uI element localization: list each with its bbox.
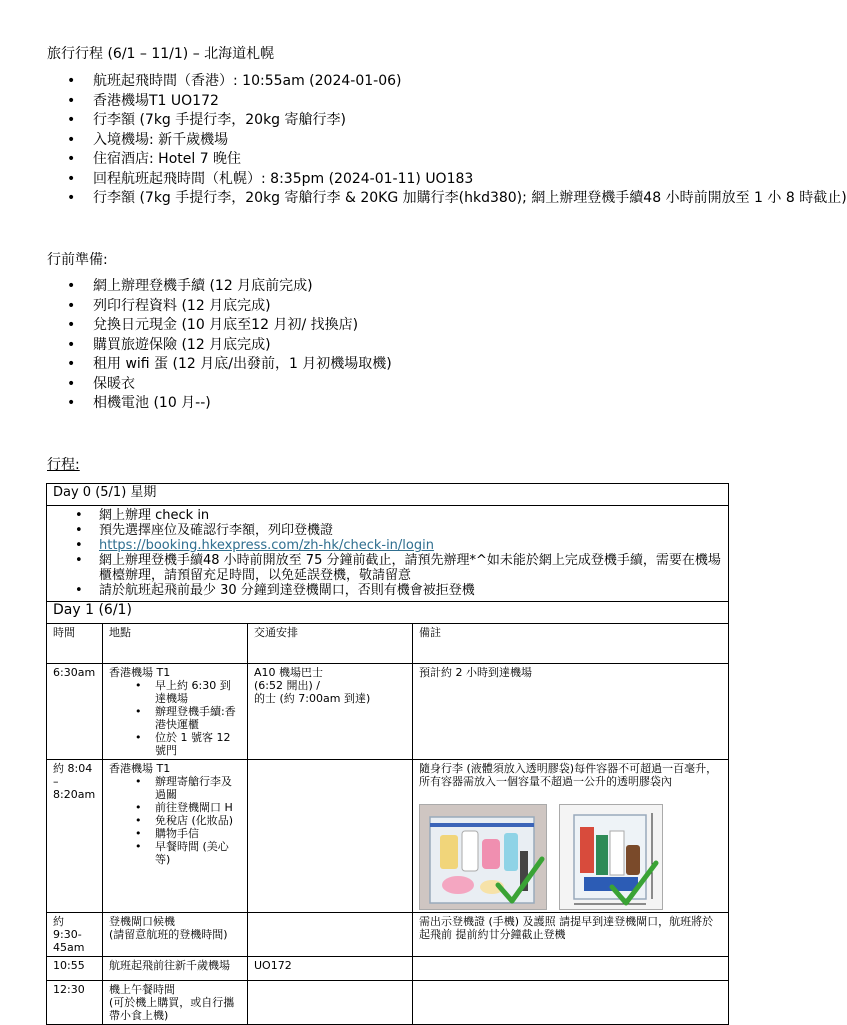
row-time: 約 8:04 – 8:20am — [47, 760, 103, 913]
list-item — [53, 538, 722, 553]
col-header-place: 地點 — [103, 624, 248, 664]
list-item: • 入境機場: 新千歲機場 — [47, 131, 847, 151]
day0-header: Day 0 (5/1) 星期 — [47, 484, 729, 506]
row-note: 需出示登機證 (手機) 及護照 請提早到達登機閘口，航班將於起飛前 提前約廿分鐘截止登機 — [413, 913, 729, 957]
place-sub: (請留意航班的登機時間) — [109, 928, 228, 941]
row-time: 約 9:30-45am — [47, 913, 103, 957]
row-place — [103, 664, 248, 760]
place-sub: (可於機上購買，或自行攜帶小食上機) — [109, 996, 235, 1022]
col-header-note: 備註 — [413, 624, 729, 664]
list-item: • 行李額 (7kg 手提行李，20kg 寄艙行李) — [47, 111, 847, 131]
day1-header: Day 1 (6/1) — [47, 602, 729, 624]
row-transport — [248, 981, 413, 1025]
list-item: • 保暖衣 — [47, 375, 392, 395]
row-note — [413, 957, 729, 981]
list-item: • 網上辦理登機手續 (12 月底前完成) — [47, 277, 392, 297]
list-item: • 兌換日元現金 (10 月底至12 月初/ 找換店) — [47, 316, 392, 336]
table-row — [47, 760, 729, 913]
liquid-bag-photo-2 — [559, 804, 663, 910]
row-place — [103, 913, 248, 957]
row-time: 12:30 — [47, 981, 103, 1025]
col-header-transport: 交通安排 — [248, 624, 413, 664]
liquid-bag-images — [419, 804, 722, 910]
transport-sub: 的士 (約 7:00am 到達) — [254, 692, 371, 705]
row-note: 預計約 2 小時到達機場 — [413, 664, 729, 760]
list-item: • 預先選擇座位及確認行李額，列印登機證 — [53, 523, 722, 538]
flight-info-list — [47, 72, 847, 209]
list-item: • 辦理登機手續:香港快運櫃 — [109, 705, 241, 731]
list-item: • 早上約 6:30 到達機場 — [109, 679, 241, 705]
transport-label: A10 機場巴士 — [254, 666, 324, 679]
list-item: • 租用 wifi 蛋 (12 月底/出發前，1 月初機場取機) — [47, 355, 392, 375]
table-row — [47, 981, 729, 1025]
row-place: 航班起飛前往新千歲機場 — [103, 957, 248, 981]
table-row — [47, 957, 729, 981]
note-text: 隨身行李 (液體須放入透明膠袋)每件容器不可超過一百毫升，所有容器需放入一個容量不超過一公升的透明膠袋內 — [419, 762, 718, 788]
row-transport — [248, 913, 413, 957]
row-place — [103, 981, 248, 1025]
row-transport — [248, 760, 413, 913]
table-row — [47, 664, 729, 760]
list-item: • 請於航班起飛前最少 30 分鐘到達登機閘口，否則有機會被拒登機 — [53, 583, 722, 598]
row-note — [413, 981, 729, 1025]
row-time: 10:55 — [47, 957, 103, 981]
list-item: • 行李額 (7kg 手提行李，20kg 寄艙行李 & 20KG 加購行李(hkd380); 網上辦理登機手續48 小時前開放至 1 小 8 時截止) — [47, 189, 847, 209]
itinerary-table — [46, 483, 729, 1025]
itinerary-title: 行程: — [47, 457, 80, 473]
list-item: • 航班起飛時間（香港）: 10:55am (2024-01-06) — [47, 72, 847, 92]
list-item: • 辦理寄艙行李及過關 — [109, 775, 241, 801]
list-item: • 相機電池 (10 月--) — [47, 394, 392, 414]
place-label: 機上午餐時間 — [109, 983, 175, 996]
row-transport — [248, 664, 413, 760]
place-label: 香港機場 T1 — [109, 762, 171, 775]
table-row — [47, 913, 729, 957]
place-label: 登機閘口候機 — [109, 915, 175, 928]
table-header-row — [47, 624, 729, 664]
place-label: 香港機場 T1 — [109, 666, 171, 679]
transport-sub: (6:52 開出) / — [254, 679, 320, 692]
list-item: • 列印行程資料 (12 月底完成) — [47, 297, 392, 317]
list-item: • 網上辦理 check in — [53, 508, 722, 523]
list-item: • 前往登機閘口 H — [109, 801, 241, 814]
row-transport: UO172 — [248, 957, 413, 981]
row-place — [103, 760, 248, 913]
list-item: • 網上辦理登機手續48 小時前開放至 75 分鐘前截止，請預先辦理*^如未能於網上完成登機手續，需要在機場櫃檯辦理，請預留充足時間，以免延誤登機，敬請留意 — [53, 553, 722, 583]
list-item: • 回程航班起飛時間（札幌）: 8:35pm (2024-01-11) UO183 — [47, 170, 847, 190]
prep-title: 行前準備: — [47, 252, 108, 268]
checkin-link[interactable]: https://booking.hkexpress.com/zh-hk/check-in/login — [99, 538, 434, 553]
prep-list — [47, 277, 392, 414]
row-time: 6:30am — [47, 664, 103, 760]
list-item: • 早餐時間 (美心等) — [109, 840, 241, 866]
page-title: 旅行行程 (6/1 – 11/1) – 北海道札幌 — [47, 46, 275, 62]
list-item: • 免稅店 (化妝品) — [109, 814, 241, 827]
list-item: • 香港機場T1 UO172 — [47, 92, 847, 112]
list-item: • 位於 1 號客 12 號門 — [109, 731, 241, 757]
col-header-time: 時間 — [47, 624, 103, 664]
day0-notes — [47, 506, 729, 602]
list-item: • 住宿酒店: Hotel 7 晚住 — [47, 150, 847, 170]
list-item: • 購物手信 — [109, 827, 241, 840]
list-item: • 購買旅遊保險 (12 月底完成) — [47, 336, 392, 356]
liquid-bag-photo-1 — [419, 804, 547, 910]
row-note — [413, 760, 729, 913]
